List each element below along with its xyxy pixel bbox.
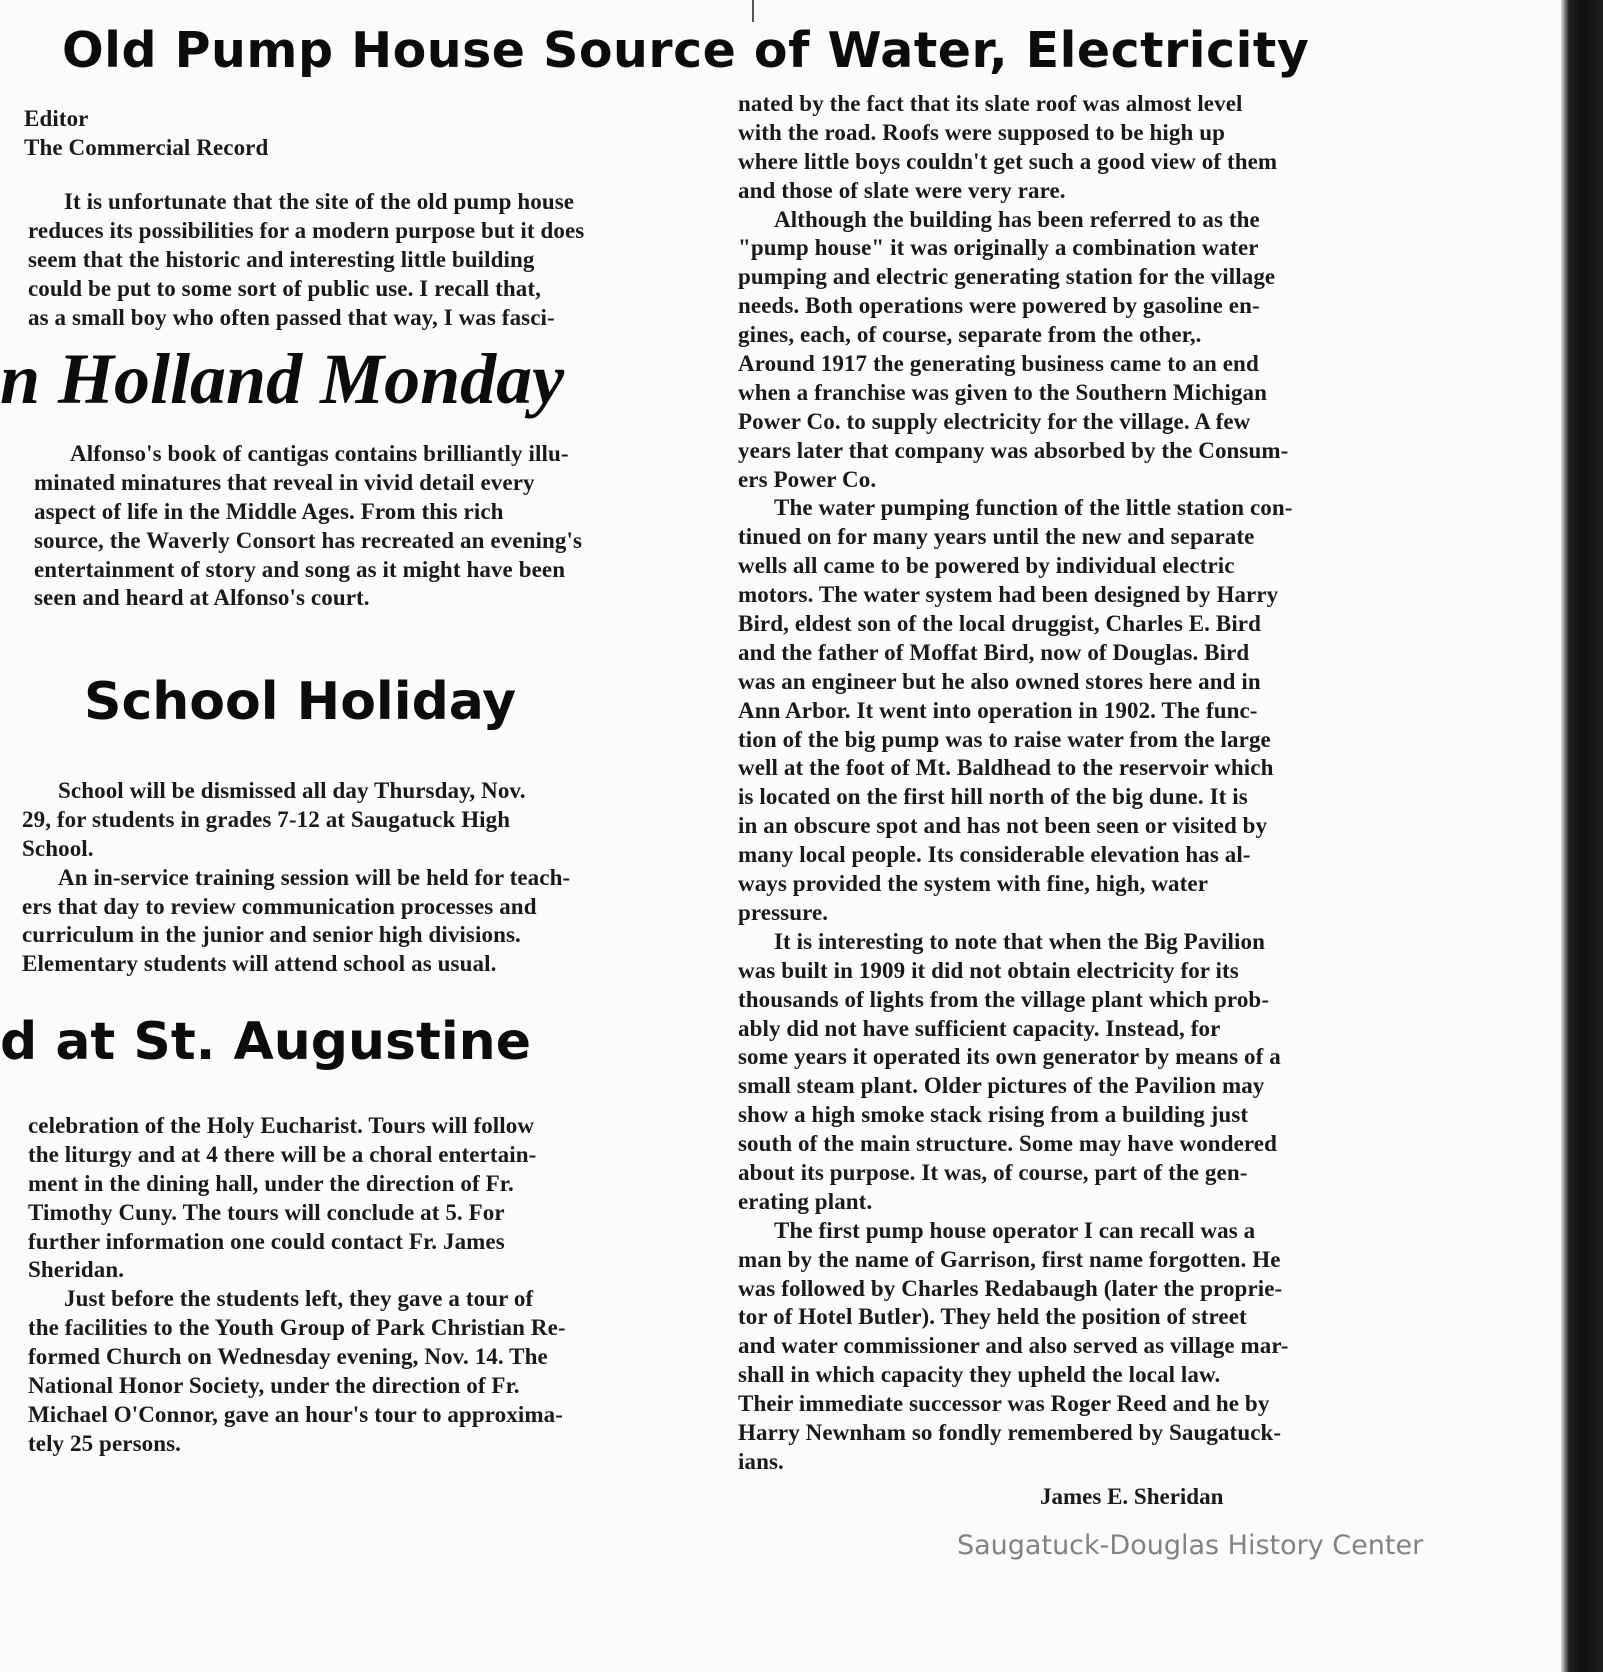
text-line: School. <box>22 835 94 861</box>
text-line: seem that the historic and interesting little building <box>28 246 535 272</box>
text-line: Just before the students left, they gave a tour of <box>64 1286 534 1312</box>
text-line: Editor <box>24 106 89 131</box>
text-line: entertainment of story and song as it might have been <box>34 556 566 582</box>
text-line: The water pumping function of the little station con- <box>774 495 1293 521</box>
text-line: The Commercial Record <box>24 134 269 160</box>
augustine-article <box>28 1112 566 1459</box>
text-line: is located on the first hill north of the big dune. It is <box>738 784 1248 810</box>
text-line: aspect of life in the Middle Ages. From this rich <box>34 498 504 524</box>
text-line: tinued on for many years until the new and separate <box>738 524 1255 550</box>
text-line: well at the foot of Mt. Baldhead to the reservoir which <box>738 755 1274 781</box>
signature: James E. Sheridan <box>1040 1484 1224 1509</box>
text-line: and those of slate were very rare. <box>738 177 1066 203</box>
text-line: Power Co. to supply electricity for the village. A few <box>738 408 1251 434</box>
text-line: and water commissioner and also served as village mar- <box>738 1333 1289 1359</box>
letter-salutation <box>24 105 268 163</box>
text-line: ably did not have sufficient capacity. Instead, for <box>738 1015 1221 1041</box>
text-line: erating plant. <box>738 1188 873 1214</box>
text-line: was an engineer but he also owned stores here and in <box>738 668 1261 694</box>
text-line: as a small boy who often passed that way, I was fasci- <box>28 304 555 330</box>
text-line: "pump house" it was originally a combination water <box>738 235 1259 261</box>
text-line: ians. <box>738 1448 784 1474</box>
text-line: south of the main structure. Some may have wondered <box>738 1131 1277 1157</box>
augustine-headline: d at St. Augustine <box>0 1012 531 1072</box>
text-line: the liturgy and at 4 there will be a choral entertain- <box>28 1141 537 1167</box>
text-line: pumping and electric generating station for the village <box>738 264 1276 290</box>
text-line: tor of Hotel Butler). They held the position of street <box>738 1304 1247 1330</box>
text-line: about its purpose. It was, of course, part of the gen- <box>738 1159 1248 1185</box>
text-line: in an obscure spot and has not been seen or visited by <box>738 813 1268 839</box>
holland-article <box>34 440 582 613</box>
main-headline: Old Pump House Source of Water, Electricity <box>62 22 1310 79</box>
text-line: ment in the dining hall, under the direction of Fr. <box>28 1170 514 1196</box>
text-line: further information one could contact Fr. James <box>28 1228 505 1254</box>
text-line: was built in 1909 it did not obtain electricity for its <box>738 957 1239 983</box>
text-line: years later that company was absorbed by the Consum- <box>738 437 1289 463</box>
letter-paragraph-left <box>28 188 688 332</box>
text-line: The first pump house operator I can recall was a <box>774 1217 1256 1243</box>
letter-paragraph-right <box>738 90 1293 1477</box>
text-line: Their immediate successor was Roger Reed and he by <box>738 1391 1270 1417</box>
text-line: Harry Newnham so fondly remembered by Saugatuck- <box>738 1419 1282 1445</box>
text-line: gines, each, of course, separate from the other,. <box>738 322 1202 348</box>
text-line: was followed by Charles Redabaugh (later the proprie- <box>738 1275 1283 1301</box>
text-line: man by the name of Garrison, first name forgotten. He <box>738 1246 1281 1272</box>
text-line: source, the Waverly Consort has recreated an evening's <box>34 527 582 553</box>
text-line: It is interesting to note that when the Big Pavilion <box>774 928 1265 954</box>
scan-edge <box>1561 0 1603 1672</box>
text-line: pressure. <box>738 899 829 925</box>
text-line: Sheridan. <box>28 1257 125 1283</box>
text-line: where little boys couldn't get such a good view of them <box>738 148 1278 174</box>
text-line: Elementary students will attend school as usual. <box>22 951 497 977</box>
text-line: small steam plant. Older pictures of the Pavilion may <box>738 1073 1265 1099</box>
text-line: with the road. Roofs were supposed to be high up <box>738 119 1226 145</box>
text-line: motors. The water system had been designed by Harry <box>738 582 1279 608</box>
text-line: shall in which capacity they upheld the local law. <box>738 1362 1221 1388</box>
watermark: Saugatuck-Douglas History Center <box>957 1530 1424 1561</box>
text-line: wells all came to be powered by individual electric <box>738 553 1235 579</box>
text-line: reduces its possibilities for a modern purpose but it does <box>28 217 585 243</box>
text-line: Alfonso's book of cantigas contains brilliantly illu- <box>70 441 569 466</box>
text-line: Michael O'Connor, gave an hour's tour to approxima- <box>28 1401 563 1427</box>
text-line: National Honor Society, under the direction of Fr. <box>28 1373 520 1399</box>
text-line: celebration of the Holy Eucharist. Tours will follow <box>28 1113 535 1138</box>
text-line: many local people. Its considerable elevation has al- <box>738 842 1251 868</box>
text-line: show a high smoke stack rising from a building just <box>738 1102 1249 1128</box>
text-line: curriculum in the junior and senior high divisions. <box>22 922 521 948</box>
text-line: formed Church on Wednesday evening, Nov. 14. The <box>28 1344 548 1370</box>
text-line: Bird, eldest son of the local druggist, Charles E. Bird <box>738 611 1262 637</box>
text-line: seen and heard at Alfonso's court. <box>34 585 370 611</box>
text-line: ers Power Co. <box>738 466 877 492</box>
text-line: and the father of Moffat Bird, now of Douglas. Bird <box>738 639 1250 665</box>
text-line: Although the building has been referred to as the <box>774 206 1260 232</box>
text-line: Ann Arbor. It went into operation in 1902. The func- <box>738 697 1258 723</box>
text-line: tion of the big pump was to raise water from the large <box>738 726 1271 752</box>
holland-headline: n Holland Monday <box>0 339 565 419</box>
text-line: It is unfortunate that the site of the old pump house <box>64 189 575 214</box>
text-line: An in-service training session will be held for teach- <box>58 864 571 890</box>
text-line: minated minatures that reveal in vivid detail every <box>34 469 535 495</box>
text-line: Around 1917 the generating business came to an end <box>738 351 1259 377</box>
text-line: 29, for students in grades 7-12 at Saugatuck High <box>22 806 511 832</box>
school-headline: School Holiday <box>84 672 517 732</box>
text-line: School will be dismissed all day Thursday, Nov. <box>58 778 526 803</box>
text-line: when a franchise was given to the Southern Michigan <box>738 379 1268 405</box>
text-line: ways provided the system with fine, high, water <box>738 871 1209 897</box>
scan-mark <box>752 0 754 22</box>
text-line: thousands of lights from the village plant which prob- <box>738 986 1270 1012</box>
text-line: Timothy Cuny. The tours will conclude at 5. For <box>28 1199 505 1225</box>
text-line: nated by the fact that its slate roof was almost level <box>738 91 1243 116</box>
text-line: needs. Both operations were powered by gasoline en- <box>738 293 1260 319</box>
text-line: could be put to some sort of public use. I recall that, <box>28 275 541 301</box>
text-line: the facilities to the Youth Group of Park Christian Re- <box>28 1315 566 1341</box>
text-line: some years it operated its own generator by means of a <box>738 1044 1281 1070</box>
text-line: ers that day to review communication processes and <box>22 893 537 919</box>
school-article <box>22 777 570 979</box>
text-line: tely 25 persons. <box>28 1430 182 1456</box>
